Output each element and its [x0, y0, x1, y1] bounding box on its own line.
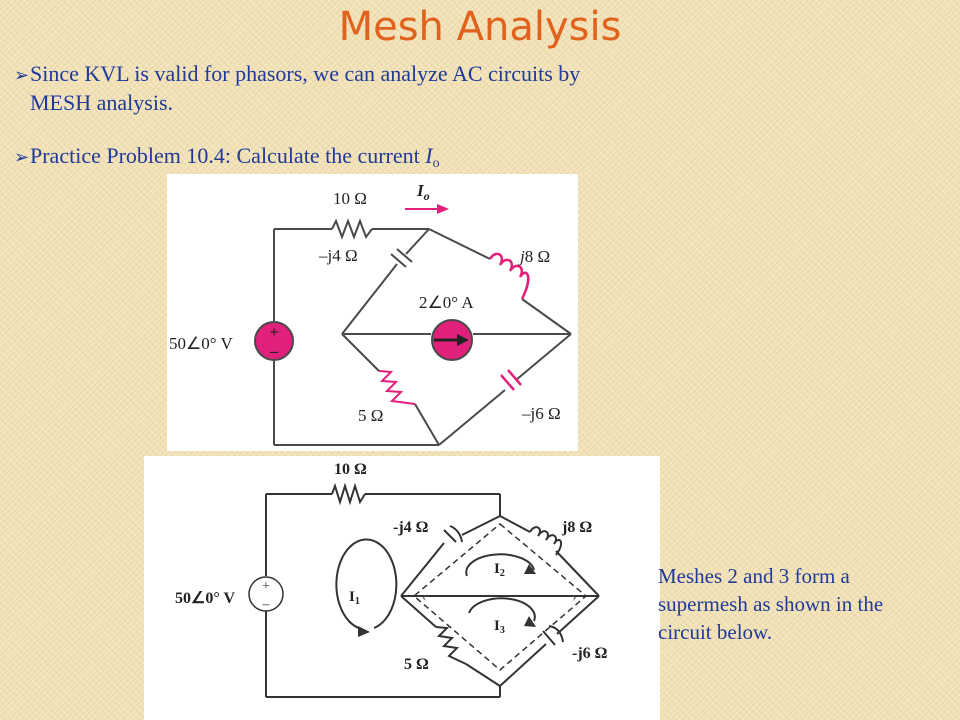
arrow-bullet-icon: ➢	[14, 65, 30, 85]
current-arrow-icon	[405, 204, 449, 214]
capacitor-top-left	[444, 526, 462, 542]
current-source-icon	[432, 320, 472, 360]
left-caret-icon: ‹	[422, 590, 427, 605]
label-inductor: j8 Ω	[520, 247, 551, 266]
circuit-figure-supermesh	[144, 456, 660, 720]
label-capacitor-bottom: -j6 Ω	[572, 645, 608, 662]
label-resistor-10: 10 Ω	[333, 189, 367, 208]
label-current-io: $I_o$	[417, 181, 430, 203]
resistor-10-ohm	[332, 486, 365, 502]
slide-title: Mesh Analysis	[338, 4, 622, 50]
mesh3-arrow-icon	[469, 598, 535, 621]
current-symbol: I	[425, 143, 433, 168]
resistor-5-ohm	[379, 371, 415, 404]
mesh1-arrow-icon	[336, 539, 396, 629]
label-resistor-5: 5 Ω	[358, 406, 384, 425]
label-inductor: j8 Ω	[562, 519, 593, 536]
label-voltage-source: 50∠0° V	[175, 590, 236, 607]
bullet-kvl	[14, 60, 734, 117]
circuit-diagram-supermesh	[144, 456, 660, 720]
voltage-source-icon	[249, 577, 283, 612]
right-caret-icon: ›	[572, 590, 577, 605]
label-mesh3: $I_3$	[494, 618, 505, 636]
circuit-figure-problem	[167, 174, 578, 451]
minus-sign: –	[270, 343, 278, 360]
resistor-10-ohm	[332, 221, 372, 237]
capacitor-bottom-right	[543, 626, 563, 645]
label-capacitor-top: -j4 Ω	[393, 519, 429, 536]
label-mesh2: $I_2$	[494, 561, 505, 579]
bullet-practice-text: Practice Problem 10.4: Calculate the current	[30, 143, 426, 168]
mesh1-arrowhead-icon	[358, 626, 370, 637]
minus-sign: –	[262, 597, 270, 612]
resistor-5-ohm	[436, 627, 466, 664]
label-resistor-10: 10 Ω	[334, 461, 367, 478]
label-resistor-5: 5 Ω	[404, 656, 429, 673]
current-subscript: o	[432, 156, 440, 171]
bullet-kvl-line1: Since KVL is valid for phasors, we can analyze AC circuits by	[30, 61, 581, 86]
bullet-practice-problem	[14, 142, 734, 178]
bullet-kvl-line2: MESH analysis.	[30, 90, 173, 115]
label-mesh1: $I_1$	[349, 589, 360, 607]
plus-sign: +	[262, 579, 270, 594]
supermesh-note: Meshes 2 and 3 form a supermesh as shown in the circuit below.	[658, 564, 884, 644]
voltage-source-icon	[255, 322, 293, 360]
label-capacitor-top: –j4 Ω	[319, 246, 358, 265]
plus-sign: +	[269, 324, 279, 341]
capacitor-bottom-right	[501, 370, 521, 390]
arrow-bullet-icon: ➢	[14, 147, 30, 167]
label-current-source: 2∠0° A	[419, 293, 474, 312]
circuit-diagram-problem	[167, 174, 578, 451]
label-capacitor-bottom: –j6 Ω	[522, 404, 561, 423]
label-voltage-source: 50∠0° V	[169, 334, 233, 353]
